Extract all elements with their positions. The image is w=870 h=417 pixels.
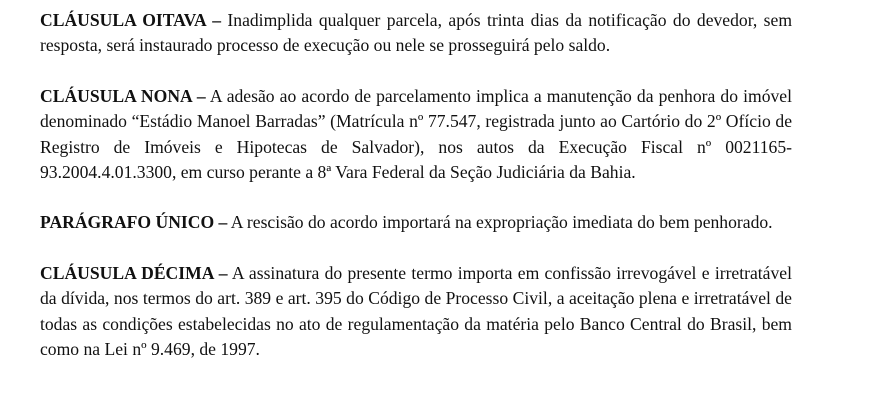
clause-heading: PARÁGRAFO ÚNICO – [40,212,228,233]
clause-text: A assinatura do presente termo importa em confissão irrevogável e irretratável da dívida, nos termos do art. 389 e art. 395 do Código de Processo Civil, a aceitação plena e irretratável de todas as condições estabelecidas no ato de regulamentação da matéria pelo Banco Central do Brasil, bem como na Lei nº 9.469, de 1997. [40,262,792,360]
clause-text: A rescisão do acordo importará na expropriação imediata do bem penhorado. [230,212,773,233]
clause-decima [40,261,792,363]
clause-nona [40,84,792,186]
paragrafo-unico [40,210,792,235]
clause-text: Inadimplida qualquer parcela, após trinta dias da notificação do devedor, sem resposta, será instaurado processo de execução ou nele se prosseguirá pelo saldo. [40,10,793,56]
clause-oitava [40,8,792,59]
clause-heading: CLÁUSULA OITAVA – [40,10,221,30]
clause-text: A adesão ao acordo de parcelamento implica a manutenção da penhora do imóvel denominado “Estádio Manoel Barradas” (Matrícula nº 77.547, registrada junto ao Cartório do 2º Ofício de Registro de Imóveis e Hipotecas de Salvador), nos autos da Execução Fiscal nº 0021165-93.2004.4.01.3300, em curso perante a 8ª Vara Federal da Seção Judiciária da Bahia. [40,85,792,183]
clause-heading: CLÁUSULA DÉCIMA – [40,262,228,283]
document-body [40,8,792,362]
clause-heading: CLÁUSULA NONA – [40,85,206,106]
